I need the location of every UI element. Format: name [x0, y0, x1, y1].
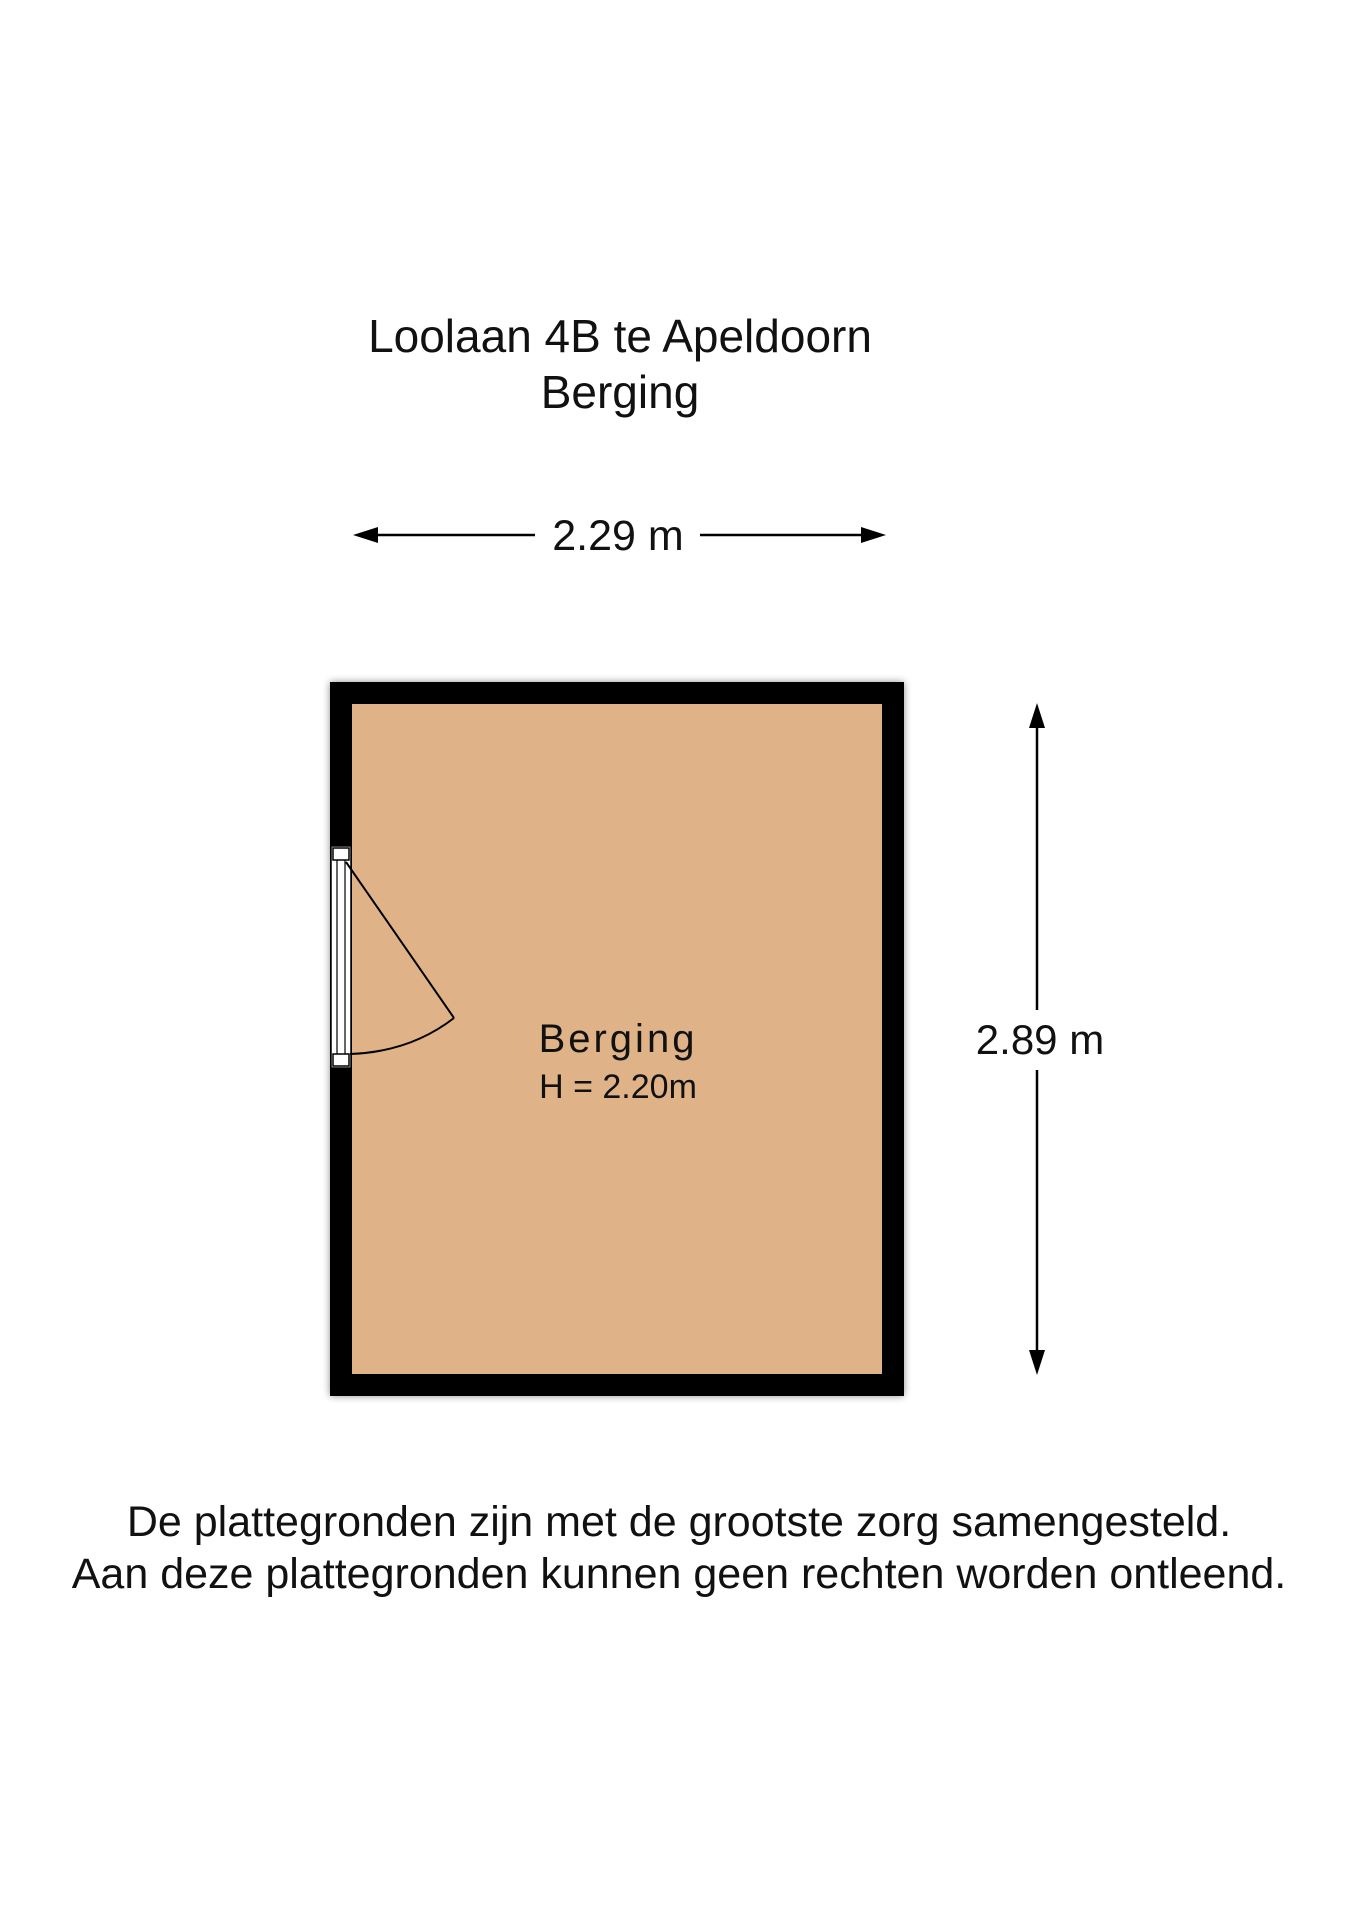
arrow-down-icon: [1029, 1350, 1045, 1375]
door-frame-bottom: [333, 1054, 349, 1066]
width-dimension-label: 2.29 m: [552, 512, 684, 560]
floor-subtitle: Berging: [540, 366, 700, 418]
depth-dimension: [976, 703, 1104, 1375]
room-name-label: Berging: [538, 1017, 698, 1061]
door-opening: [331, 846, 351, 1068]
address-title: Loolaan 4B te Apeldoorn: [368, 310, 872, 362]
disclaimer: [0, 1496, 1358, 1600]
room-height-label: H = 2.20m: [539, 1068, 697, 1106]
arrow-right-icon: [861, 527, 886, 543]
door-frame-top: [333, 848, 349, 860]
arrow-left-icon: [353, 527, 378, 543]
disclaimer-line-2: Aan deze plattegronden kunnen geen rechten worden ontleend.: [71, 1550, 1287, 1598]
depth-dimension-label: 2.89 m: [975, 1016, 1105, 1063]
width-dimension: [353, 512, 886, 560]
disclaimer-line-1: De plattegronden zijn met de grootste zorg samengesteld.: [126, 1498, 1232, 1546]
arrow-up-icon: [1029, 703, 1045, 728]
